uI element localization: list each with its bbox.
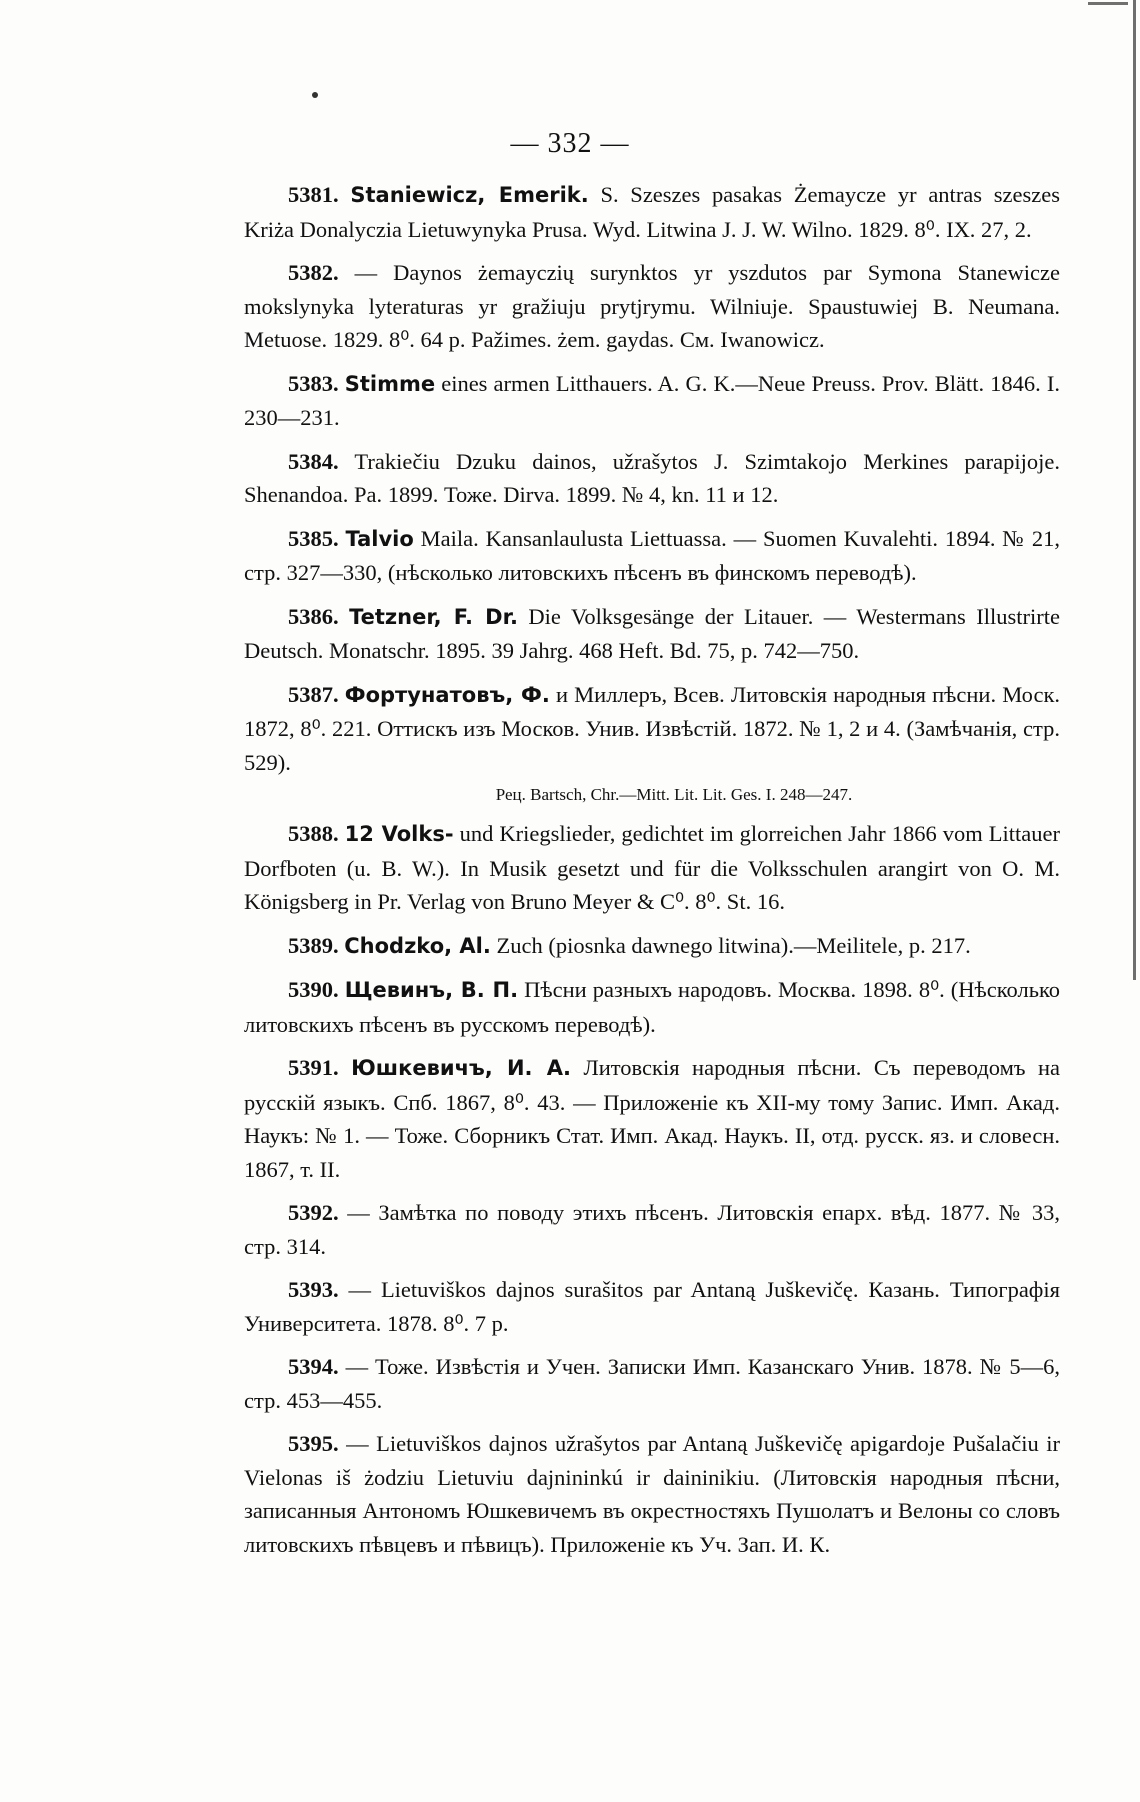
entry-text: — Lietuviškos dajnos surašitos par Antaną Juškevičę. Казань. Типографія Университета. 1878. 8⁰. 7 р. xyxy=(244,1277,1060,1336)
entry-author: Фортунатовъ, Ф. xyxy=(344,682,550,707)
entry-number: 5382. xyxy=(288,260,339,285)
entry-number: 5386. xyxy=(288,603,339,629)
bibliography-entry xyxy=(244,600,1060,668)
entry-author: Юшкевичъ, И. А. xyxy=(351,1056,571,1080)
entry-author: Staniewicz, Emerik. xyxy=(350,183,589,207)
bibliography-entry xyxy=(244,178,1060,246)
entry-number: 5394. xyxy=(288,1354,339,1379)
entry-number: 5385. xyxy=(288,525,339,551)
entry-author: 12 Volks- xyxy=(344,822,454,846)
entry-number: 5389. xyxy=(288,932,339,958)
entry-text: Trakiečiu Dzuku dainos, užrašytos J. Szimtakojo Merkines parapijoje. Shenandoa. Pa. 1899. Тоже. Dirva. 1899. № 4, kn. 11 и 12. xyxy=(244,448,1060,507)
entry-text: Рец. Bartsch, Chr.—Mitt. Lit. Lit. Ges. I. 248—247. xyxy=(495,785,853,804)
entry-number: 5387. xyxy=(288,681,339,707)
entry-text: и Миллеръ, Всев. Литовскія народныя пѣсни. Моск. 1872, 8⁰. 221. Оттискъ изъ Москов. Унив. Извѣстій. 1872. № 1, 2 и 4. (Замѣчанія, стр. 529). xyxy=(244,681,1060,775)
entry-text: eines armen Litthauers. A. G. K.—Neue Preuss. Prov. Blätt. 1846. I. 230—231. xyxy=(244,370,1061,430)
entry-author: Щевинъ, В. П. xyxy=(344,978,519,1002)
scan-corner-mark xyxy=(1088,2,1128,19)
bibliography-entry xyxy=(244,1196,1060,1263)
review-note xyxy=(244,783,1060,807)
entry-author: Talvio xyxy=(345,526,414,551)
entry-number: 5381. xyxy=(288,182,339,207)
entry-text: Пѣсни разныхъ народовъ. Москва. 1898. 8⁰. (Нѣсколько литовскихъ пѣсенъ въ русскомъ переводѣ). xyxy=(244,977,1061,1037)
page-number: — 332 — xyxy=(510,128,630,159)
bibliography-entry xyxy=(244,973,1060,1041)
bibliography-entry xyxy=(244,445,1060,512)
entry-text: S. Szeszes pasakas Żemaycze yr antras szeszes Kriża Donalyczia Lietuwynyka Prusa. Wyd. Litwina J. J. W. Wilno. 1829. 8⁰. IX. 27, 2. xyxy=(244,182,1060,242)
entry-number: 5383. xyxy=(288,370,339,396)
entry-number: 5392. xyxy=(288,1200,339,1225)
bibliography-entry xyxy=(244,929,1060,964)
entry-number: 5390. xyxy=(288,977,339,1002)
entry-number: 5388. xyxy=(288,821,339,846)
entry-number: 5384. xyxy=(288,448,339,474)
entry-number: 5395. xyxy=(288,1431,339,1456)
bibliography-entry xyxy=(244,1350,1060,1417)
bibliography-entry xyxy=(244,256,1060,357)
entry-text: und Kriegslieder, gedichtet im glorreichen Jahr 1866 vom Littauer Dorfboten (u. B. W.). In Musik gesetzt und für die Volksschulen arangirt von O. M. Königsberg in Pr. Verlag von Bruno Meyer & C⁰. 8⁰. St. 16. xyxy=(244,821,1060,914)
entry-number: 5393. xyxy=(288,1277,339,1302)
entry-text: — Lietuviškos dajnos užrašytos par Antaną Juškevičę apigardoje Pušalačiu ir Vielonas iš żodziu Lietuviu dajnininkú ir daininikiu. (Литовскія народныя пѣсни, записанныя Антономъ Юшкевичемъ въ окрестностяхъ Пушолатъ и Велоны со словъ литовскихъ пѣвцевъ и пѣвицъ). Приложеніе къ Уч. Зап. И. К. xyxy=(244,1431,1060,1557)
bibliography-entry xyxy=(244,1273,1060,1340)
bibliography-entry xyxy=(244,678,1060,780)
bibliography-entry xyxy=(244,1051,1060,1186)
entry-author: Chodzko, Al. xyxy=(344,933,491,958)
bibliography-entry xyxy=(244,817,1060,919)
entry-text: Maila. Kansanlaulusta Liettuassa. — Suomen Kuvalehti. 1894. № 21, стр. 327—330, (нѣсколько литовскихъ пѣсенъ въ финскомъ переводѣ). xyxy=(244,525,1060,585)
entry-number: 5391. xyxy=(288,1055,339,1080)
entry-text: — Замѣтка по поводу этихъ пѣсенъ. Литовскія епарх. вѣд. 1877. № 33, стр. 314. xyxy=(244,1200,1060,1259)
entry-text: — Daynos żemayczių surynktos yr yszdutos par Symona Stanewicze mokslynyka lyteraturas yr gražiuju prytjrymu. Wilniuje. Spaustuwiej B. Neumana. Metuose. 1829. 8⁰. 64 p. Pažimes. żem. gaydas. См. Iwanowicz. xyxy=(244,260,1060,352)
entry-text: — Тоже. Извѣстія и Учен. Записки Имп. Казанскаго Унив. 1878. № 5—6, стр. 453—455. xyxy=(244,1354,1060,1413)
entry-text: Die Volksgesänge der Litauer. — Westermans Illustrirte Deutsch. Monatschr. 1895. 39 Jahrg. 468 Heft. Bd. 75, p. 742—750. xyxy=(244,603,1060,663)
entry-text: Zuch (piosnka dawnego litwina).—Meilitele, p. 217. xyxy=(490,932,971,958)
bibliography-entries xyxy=(244,178,1060,1571)
entry-author: Tetzner, F. Dr. xyxy=(349,604,518,629)
entry-text: Литовскія народныя пѣсни. Съ переводомъ на русскій языкъ. Спб. 1867, 8⁰. 43. — Приложеніе къ XII-му тому Запис. Имп. Акад. Наукъ: № 1. — Тоже. Сборникъ Стат. Имп. Акад. Наукъ. II, отд. русск. яз. и словесн. 1867, т. II. xyxy=(244,1055,1060,1182)
entry-author: Stimme xyxy=(344,371,436,396)
scan-dot-mark xyxy=(312,92,318,98)
bibliography-entry xyxy=(244,522,1060,590)
bibliography-entry xyxy=(244,367,1060,435)
bibliography-entry xyxy=(244,1427,1060,1561)
